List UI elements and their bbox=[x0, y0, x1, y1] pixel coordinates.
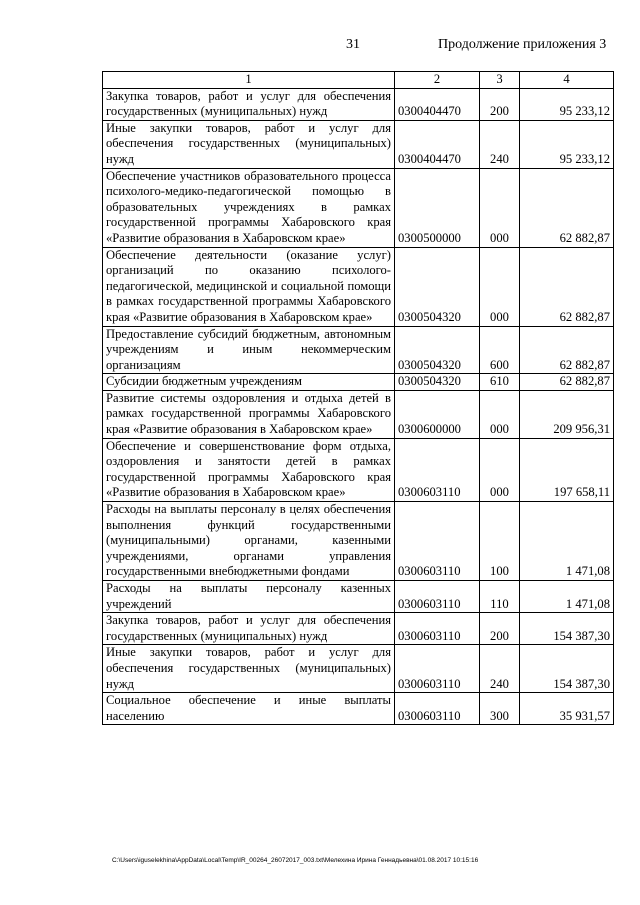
page-number: 31 bbox=[346, 37, 360, 52]
expense-name-cell: Иные закупки товаров, работ и услуг для обеспечения государственных (муниципальных) нужд bbox=[103, 120, 395, 168]
expense-type-code-cell: 000 bbox=[480, 438, 520, 501]
expense-type-code-cell: 300 bbox=[480, 693, 520, 725]
expense-type-code-cell: 200 bbox=[480, 613, 520, 645]
target-article-code-cell: 0300603110 bbox=[395, 693, 480, 725]
target-article-code-cell: 0300603110 bbox=[395, 581, 480, 613]
target-article-code-cell: 0300404470 bbox=[395, 120, 480, 168]
amount-cell: 62 882,87 bbox=[520, 247, 614, 326]
expense-name-cell: Расходы на выплаты персоналу казенных учреждений bbox=[103, 581, 395, 613]
expense-name-cell: Социальное обеспечение и иные выплаты населению bbox=[103, 693, 395, 725]
expense-name-cell: Обеспечение участников образовательного процесса психолого-медико-педагогической помощью в образовательных учреждениях в рамках государственной программы Хабаровского края «Развитие образования в Хабаровском крае» bbox=[103, 168, 395, 247]
expense-type-code-cell: 110 bbox=[480, 581, 520, 613]
table-row bbox=[103, 581, 614, 613]
appendix-continuation-label: Продолжение приложения 3 bbox=[438, 37, 607, 52]
amount-cell: 62 882,87 bbox=[520, 168, 614, 247]
expense-type-code-cell: 100 bbox=[480, 502, 520, 581]
target-article-code-cell: 0300603110 bbox=[395, 438, 480, 501]
target-article-code-cell: 0300404470 bbox=[395, 88, 480, 120]
target-article-code-cell: 0300504320 bbox=[395, 326, 480, 374]
column-header-2: 2 bbox=[395, 72, 480, 89]
budget-table bbox=[102, 71, 614, 725]
amount-cell: 209 956,31 bbox=[520, 390, 614, 438]
table-header-row bbox=[103, 72, 614, 89]
table-row bbox=[103, 247, 614, 326]
table-row bbox=[103, 88, 614, 120]
table-row bbox=[103, 613, 614, 645]
expense-name-cell: Закупка товаров, работ и услуг для обеспечения государственных (муниципальных) нужд bbox=[103, 613, 395, 645]
expense-name-cell: Расходы на выплаты персоналу в целях обеспечения выполнения функций государственными (муниципальными) органами, казенными учреждениями, органами управления государственными внебюджетными фондами bbox=[103, 502, 395, 581]
column-header-1: 1 bbox=[103, 72, 395, 89]
target-article-code-cell: 0300504320 bbox=[395, 247, 480, 326]
expense-type-code-cell: 600 bbox=[480, 326, 520, 374]
target-article-code-cell: 0300603110 bbox=[395, 502, 480, 581]
expense-name-cell: Закупка товаров, работ и услуг для обеспечения государственных (муниципальных) нужд bbox=[103, 88, 395, 120]
expense-type-code-cell: 240 bbox=[480, 645, 520, 693]
expense-name-cell: Развитие системы оздоровления и отдыха детей в рамках государственной программы Хабаровского края «Развитие образования в Хабаровском крае» bbox=[103, 390, 395, 438]
table-row bbox=[103, 390, 614, 438]
table-row bbox=[103, 693, 614, 725]
table-row bbox=[103, 502, 614, 581]
table-row bbox=[103, 168, 614, 247]
table-body bbox=[103, 88, 614, 725]
target-article-code-cell: 0300504320 bbox=[395, 374, 480, 391]
amount-cell: 154 387,30 bbox=[520, 613, 614, 645]
expense-type-code-cell: 000 bbox=[480, 247, 520, 326]
expense-type-code-cell: 000 bbox=[480, 168, 520, 247]
table-row bbox=[103, 645, 614, 693]
expense-name-cell: Предоставление субсидий бюджетным, автономным учреждениям и иным некоммерческим организациям bbox=[103, 326, 395, 374]
amount-cell: 1 471,08 bbox=[520, 502, 614, 581]
amount-cell: 197 658,11 bbox=[520, 438, 614, 501]
table-row bbox=[103, 120, 614, 168]
column-header-4: 4 bbox=[520, 72, 614, 89]
expense-type-code-cell: 610 bbox=[480, 374, 520, 391]
amount-cell: 62 882,87 bbox=[520, 374, 614, 391]
expense-type-code-cell: 200 bbox=[480, 88, 520, 120]
target-article-code-cell: 0300603110 bbox=[395, 645, 480, 693]
expense-name-cell: Обеспечение и совершенствование форм отдыха, оздоровления и занятости детей в рамках государственной программы Хабаровского края «Развитие образования в Хабаровском крае» bbox=[103, 438, 395, 501]
expense-name-cell: Иные закупки товаров, работ и услуг для обеспечения государственных (муниципальных) нужд bbox=[103, 645, 395, 693]
target-article-code-cell: 0300603110 bbox=[395, 613, 480, 645]
table-row bbox=[103, 326, 614, 374]
column-header-3: 3 bbox=[480, 72, 520, 89]
table-row bbox=[103, 374, 614, 391]
target-article-code-cell: 0300500000 bbox=[395, 168, 480, 247]
target-article-code-cell: 0300600000 bbox=[395, 390, 480, 438]
amount-cell: 154 387,30 bbox=[520, 645, 614, 693]
amount-cell: 95 233,12 bbox=[520, 120, 614, 168]
table-row bbox=[103, 438, 614, 501]
expense-type-code-cell: 240 bbox=[480, 120, 520, 168]
amount-cell: 1 471,08 bbox=[520, 581, 614, 613]
expense-name-cell: Субсидии бюджетным учреждениям bbox=[103, 374, 395, 391]
file-path-footer: C:\Users\iguselekhina\AppData\Local\Temp\IR_00264_26072017_003.txt\Мелехина Ирина Геннадьевна\01.08.2017 10:15:16 bbox=[112, 857, 479, 864]
amount-cell: 95 233,12 bbox=[520, 88, 614, 120]
amount-cell: 62 882,87 bbox=[520, 326, 614, 374]
amount-cell: 35 931,57 bbox=[520, 693, 614, 725]
expense-type-code-cell: 000 bbox=[480, 390, 520, 438]
expense-name-cell: Обеспечение деятельности (оказание услуг) организаций по оказанию психолого-педагогической, медицинской и социальной помощи в рамках государственной программы Хабаровского края «Развитие образования в Хабаровском крае» bbox=[103, 247, 395, 326]
